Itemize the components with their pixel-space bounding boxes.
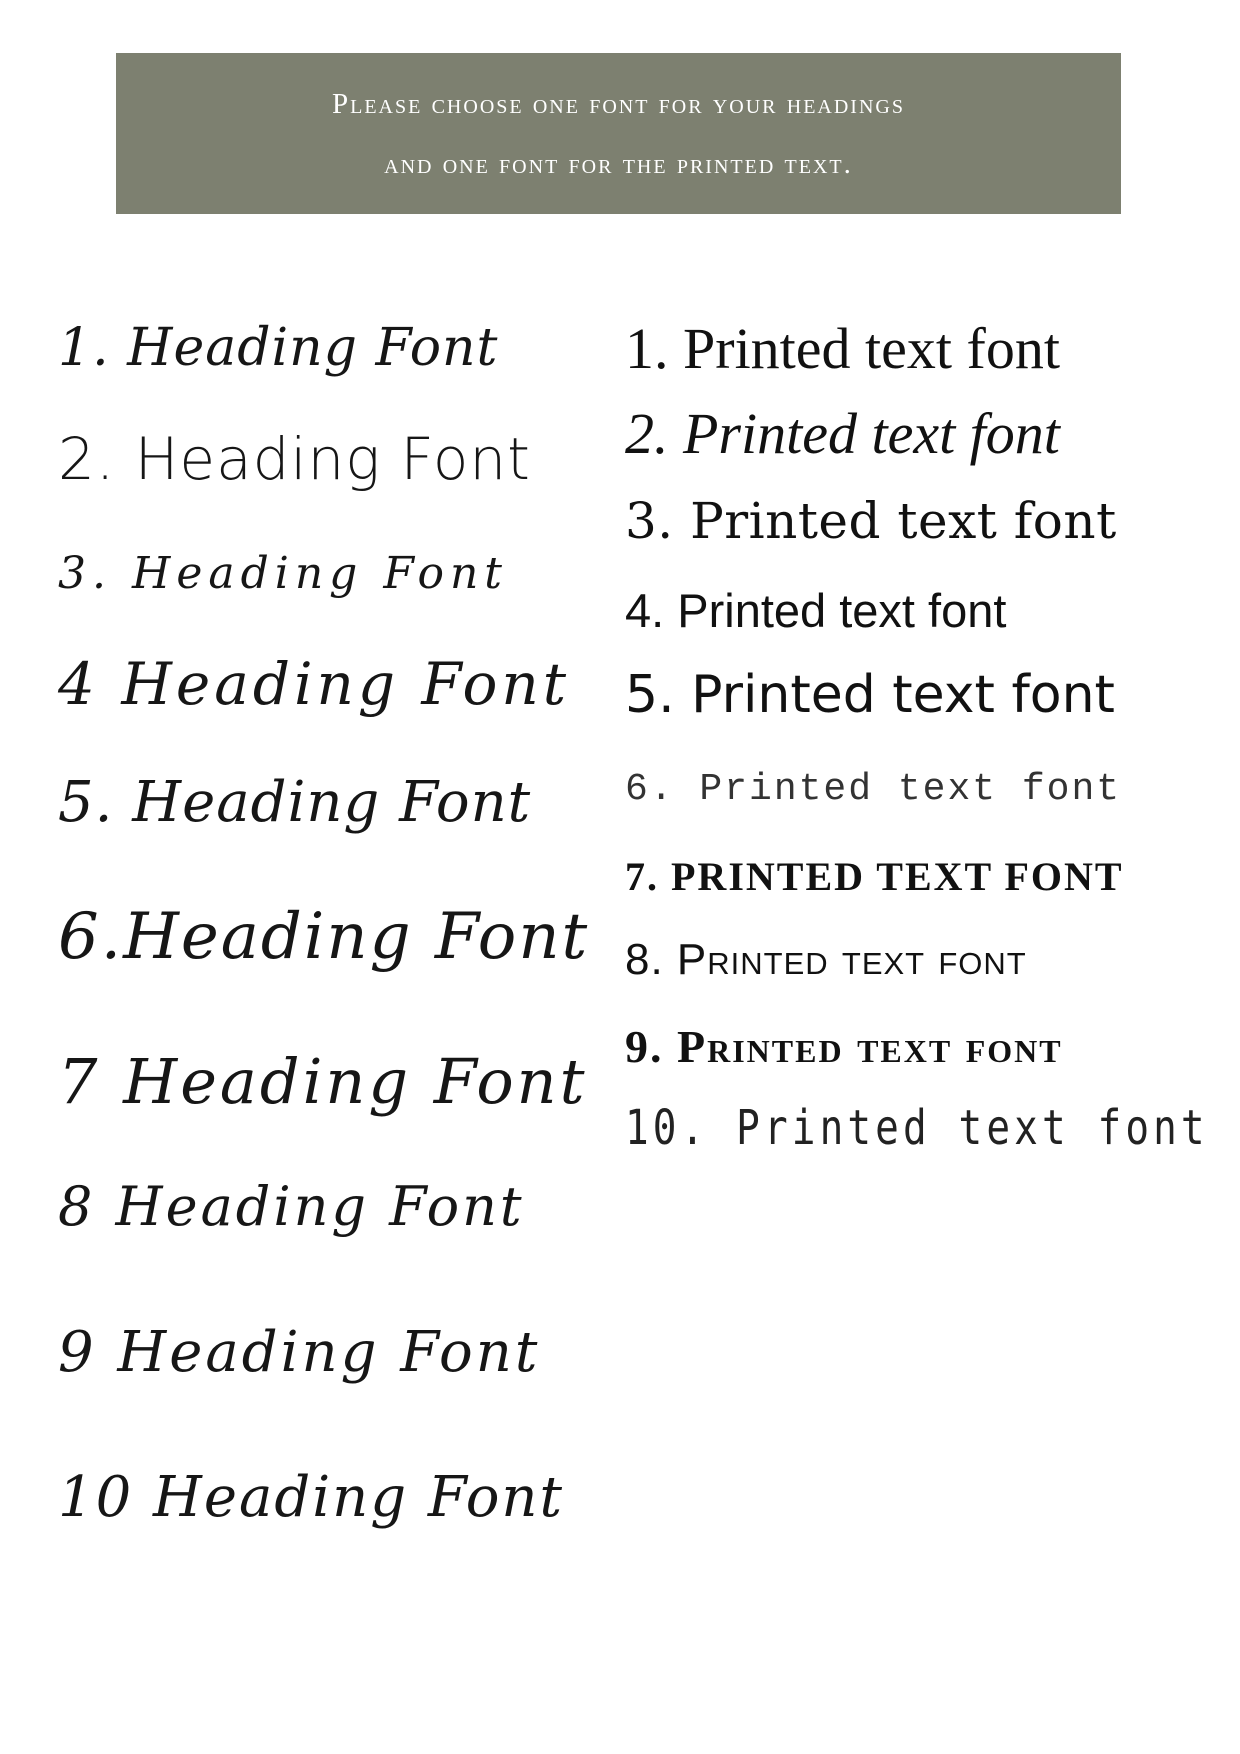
heading-font-option-8: 8 Heading Font — [58, 1175, 525, 1238]
heading-font-option-6: 6.Heading Font — [58, 900, 590, 974]
printed-font-option-6: 6. Printed text font — [625, 768, 1122, 811]
heading-font-option-10: 10 Heading Font — [58, 1465, 564, 1530]
printed-font-option-9: 9. Printed text font — [625, 1021, 1063, 1072]
printed-font-option-10: 10. Printed text font — [625, 1100, 1209, 1156]
printed-font-option-7: 7. PRINTED TEXT FONT — [625, 854, 1124, 899]
printed-font-option-4: 4. Printed text font — [625, 584, 1007, 637]
printed-font-option-1: 1. Printed text font — [625, 316, 1060, 381]
printed-font-option-2: 2. Printed text font — [625, 401, 1060, 466]
instruction-line-1: Please choose one font for your headings — [332, 87, 905, 120]
printed-font-option-8: 8. Printed text font — [625, 935, 1027, 984]
heading-font-option-2: 2. Heading Font — [58, 425, 531, 493]
instruction-line-2: and one font for the printed text. — [384, 147, 853, 180]
heading-font-option-7: 7 Heading Font — [58, 1045, 588, 1118]
instruction-banner — [116, 53, 1121, 214]
heading-font-option-3: 3. Heading Font — [58, 548, 508, 599]
heading-font-option-4: 4 Heading Font — [58, 650, 571, 718]
heading-font-option-1: 1. Heading Font — [58, 318, 499, 378]
printed-font-option-3: 3. Printed text font — [625, 492, 1117, 550]
printed-font-option-5: 5. Printed text font — [625, 665, 1115, 725]
heading-font-option-5: 5. Heading Font — [58, 770, 532, 835]
heading-font-option-9: 9 Heading Font — [58, 1320, 541, 1385]
